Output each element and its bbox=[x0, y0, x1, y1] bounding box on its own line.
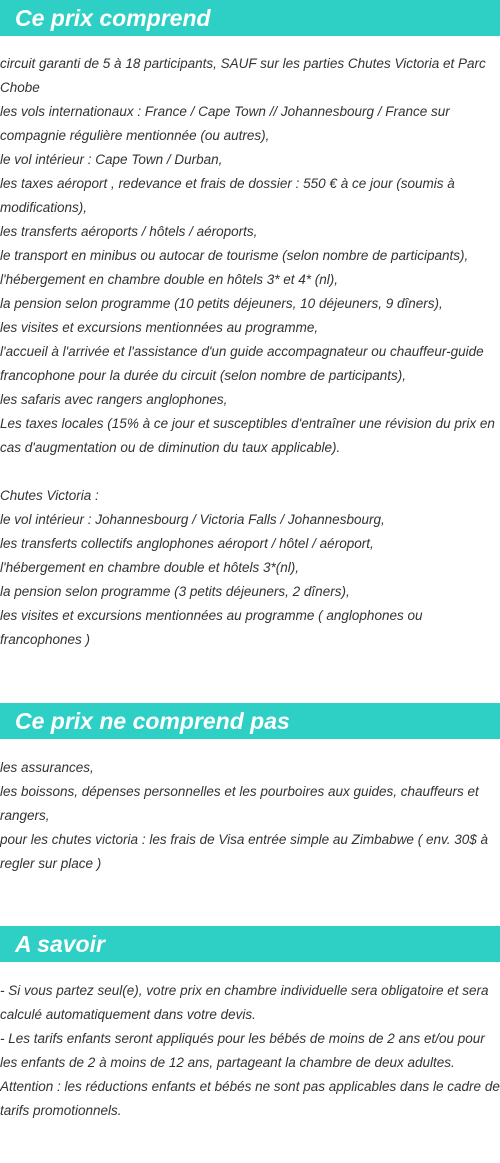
list-item: les assurances, bbox=[0, 760, 94, 775]
section-not-included bbox=[0, 703, 500, 876]
list-item: le vol intérieur : Cape Town / Durban, bbox=[0, 152, 223, 167]
list-item: le transport en minibus ou autocar de tourisme (selon nombre de participants), bbox=[0, 248, 469, 263]
list-item: les transferts collectifs anglophones aéroport / hôtel / aéroport, bbox=[0, 536, 374, 551]
list-item: - Les tarifs enfants seront appliqués pour les bébés de moins de 2 ans et/ou pour les enfants de 2 à moins de 12 ans, partageant la chambre de deux adultes. bbox=[0, 1031, 485, 1070]
list-item: les visites et excursions mentionnées au programme, bbox=[0, 320, 319, 335]
section-to-know bbox=[0, 926, 500, 1123]
section-body-included bbox=[0, 52, 500, 652]
section-body-to-know bbox=[0, 979, 500, 1123]
list-item: l'hébergement en chambre double en hôtels 3* et 4* (nl), bbox=[0, 272, 339, 287]
list-item: les taxes aéroport , redevance et frais de dossier : 550 € à ce jour (soumis à modifications), bbox=[0, 176, 455, 215]
list-item: les boissons, dépenses personnelles et les pourboires aux guides, chauffeurs et rangers, bbox=[0, 784, 479, 823]
list-item: les safaris avec rangers anglophones, bbox=[0, 392, 228, 407]
section-title-included: Ce prix comprend bbox=[0, 0, 500, 36]
subsection-heading: Chutes Victoria : bbox=[0, 488, 99, 503]
list-item: pour les chutes victoria : les frais de Visa entrée simple au Zimbabwe ( env. 30$ à regler sur place ) bbox=[0, 832, 488, 871]
list-item: les transferts aéroports / hôtels / aéroports, bbox=[0, 224, 258, 239]
section-body-not-included bbox=[0, 756, 500, 876]
list-item: Attention : les réductions enfants et bébés ne sont pas applicables dans le cadre de tarifs promotionnels. bbox=[0, 1079, 500, 1118]
list-item: l'hébergement en chambre double et hôtels 3*(nl), bbox=[0, 560, 300, 575]
list-item: la pension selon programme (3 petits déjeuners, 2 dîners), bbox=[0, 584, 350, 599]
list-item: - Si vous partez seul(e), votre prix en chambre individuelle sera obligatoire et sera calculé automatiquement dans votre devis. bbox=[0, 983, 489, 1022]
list-item: la pension selon programme (10 petits déjeuners, 10 déjeuners, 9 dîners), bbox=[0, 296, 443, 311]
list-item: Les taxes locales (15% à ce jour et susceptibles d'entraîner une révision du prix en cas d'augmentation ou de diminution du taux applicable). bbox=[0, 416, 495, 455]
list-item: circuit garanti de 5 à 18 participants, SAUF sur les parties Chutes Victoria et Parc Chobe bbox=[0, 56, 486, 95]
section-title-to-know: A savoir bbox=[0, 926, 500, 962]
list-item: les vols internationaux : France / Cape Town // Johannesbourg / France sur compagnie régulière mentionnée (ou autres), bbox=[0, 104, 450, 143]
list-item: le vol intérieur : Johannesbourg / Victoria Falls / Johannesbourg, bbox=[0, 512, 385, 527]
list-item: l'accueil à l'arrivée et l'assistance d'un guide accompagnateur ou chauffeur-guide francophone pour la durée du circuit (selon nombre de participants), bbox=[0, 344, 484, 383]
section-title-not-included: Ce prix ne comprend pas bbox=[0, 703, 500, 739]
list-item: les visites et excursions mentionnées au programme ( anglophones ou francophones ) bbox=[0, 608, 423, 647]
